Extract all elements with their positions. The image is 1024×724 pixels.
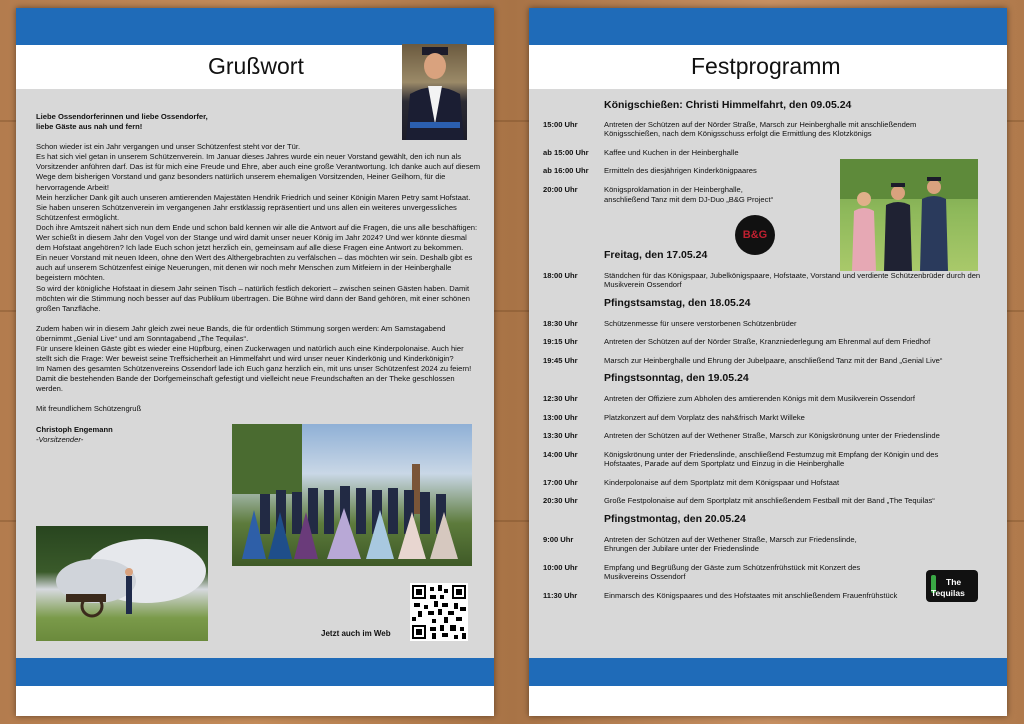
- day-heading: Königschießen: Christi Himmelfahrt, den 09.05.24: [604, 99, 852, 111]
- royal-couple-photo: [840, 159, 978, 271]
- program-event: [543, 337, 963, 347]
- the-tequilas-logo: [926, 570, 978, 602]
- event-time: 14:00 Uhr: [543, 449, 578, 459]
- event-time: 9:00 Uhr: [543, 534, 574, 544]
- program-event: [543, 431, 995, 441]
- letter-paragraph-1: Schon wieder ist ein Jahr vergangen und unser Schützenfest steht vor der Tür. Es hat sich viel getan in unserem Schützenverein. Im Januar dieses Jahres wurde ein neuer Vorstand gewählt, den ich nun als Vorsitzender anführen darf. Das ist für mich eine Freude und Ehre, aber auch eine große Verantwortung. Ich danke auch auf diesem Wege dem bisherigen Vorstand und ganz besonders natürlich unserem ehemaligen Vorsitzenden, Heiner Geilhorn, für die hervorragende Arbeit! Mein herzlicher Dank gilt auch unseren amtierenden Majestäten Hendrik Friedrich und seiner Königin Maren Petry samt Hofstaat. Sie haben unseren Schützenverein im vergangenen Jahr erstklassig repräsentiert und uns allen ein weiteres unvergessliches Schützenfest ermöglicht. Doch ihre Amtszeit nähert sich nun dem Ende und schon bald kennen wir alle die Antwort auf die Fragen, die uns alle beschäftigen: Wer schießt in diesem Jahr den Vogel von der Stange und wird damit unser neuer König im Jahr 2024? Und wer könnte diesmal dem Hofstaat angehören? Ich lade Euch schon jetzt herzlich ein, gemeinsam auf alle diese Fragen eine Antwort zu bekommen. Ein neuer Vorstand mit neuen Ideen, ohne den Wert des Althergebrachten zu verfälschen – das möchten wir sein. Deshalb gibt es auch auf unserem Schützenfest einige Neuerungen, mit denen wir noch mehr Menschen zum Mitfeiern in der Heinberghalle begeistern möchten. So wird der königliche Hofstaat in diesem Jahr seinen Tisch – natürlich festlich dekoriert – zwischen seinen Gästen haben. Damit möchten wir die Stimmung noch besser auf das Publikum übertragen. Die Bühne wird dann der Band gehören, mit einer schönen großen Tanzfläche.: [36, 142, 481, 313]
- bg-project-logo: [735, 215, 775, 255]
- event-description: Kaffee und Kuchen in der Heinberghalle: [604, 147, 739, 157]
- page-grusswort: [16, 8, 494, 716]
- event-description: Antreten der Offiziere zum Abholen des amtierenden Königs mit dem Musikverein Ossendorf: [604, 393, 915, 403]
- day-heading: Pfingstmontag, den 20.05.24: [604, 513, 746, 526]
- event-time: 20:30 Uhr: [543, 496, 578, 506]
- greeting: [36, 112, 481, 132]
- group-photo: [232, 424, 472, 566]
- event-time: 19:45 Uhr: [543, 355, 578, 365]
- greeting-line-2: liebe Gäste aus nah und fern!: [36, 122, 143, 132]
- program-event: [543, 413, 995, 423]
- program-event: [543, 496, 995, 506]
- event-time: 18:00 Uhr: [543, 270, 578, 280]
- program-event: [543, 319, 995, 329]
- letter-body: [36, 112, 481, 445]
- day-heading: Pfingstsonntag, den 19.05.24: [604, 372, 749, 385]
- event-time: 13:30 Uhr: [543, 431, 578, 441]
- event-description: Kinderpolonaise auf dem Sportplatz mit dem Königspaar und Hofstaat: [604, 477, 840, 487]
- cannon-photo: [36, 526, 208, 641]
- page-title: Festprogramm: [691, 53, 841, 79]
- footer-strip: [529, 686, 1007, 716]
- page-festprogramm: [529, 8, 1007, 716]
- event-time: 10:00 Uhr: [543, 562, 578, 572]
- program-event: [543, 356, 963, 366]
- letter-paragraph-2: Zudem haben wir in diesem Jahr gleich zwei neue Bands, die für ordentlich Stimmung sorgen werden: Am Samstagabend übernimmt „Genial Live“ und am Sonntagabend „The Tequilas“. Für unsere kleinen Gäste gibt es wieder eine Hüpfburg, einen Zuckerwagen und natürlich auch eine Kinderpolonaise. Auch hier stellt sich die Frage: Wer beweist seine Treffsicherheit an Himmelfahrt und wird unser neuer Kinderkönig und Kinderkönigin? Im Namen des gesamten Schützenvereins Ossendorf lade ich Euch ganz herzlich ein, mit uns unser Schützenfest 2024 zu feiern! Damit die bestehenden Bande der Dorfgemeinschaft gefestigt und vielleicht neue Freundschaften an der Theke geschlossen werden.: [36, 323, 472, 394]
- event-description: Königskrönung unter der Friedenslinde, anschließend Festumzug mit Empfang der Königin und des Hofstaates, Parade auf dem Sportplatz und Einzug in die Heinberghalle: [604, 449, 939, 469]
- event-description: Königsproklamation in der Heinberghalle, anschließend Tanz mit dem DJ-Duo „B&G Project“: [604, 184, 774, 204]
- day-heading: Pfingstsamstag, den 18.05.24: [604, 296, 751, 309]
- page-title: Grußwort: [208, 53, 304, 79]
- event-description: Schützenmesse für unsere verstorbenen Schützenbrüder: [604, 318, 797, 328]
- closing-line: Mit freundlichem Schützengruß: [36, 404, 142, 414]
- event-description: Platzkonzert auf dem Vorplatz des nah&frisch Markt Willeke: [604, 412, 805, 422]
- event-time: 13:00 Uhr: [543, 412, 578, 422]
- program-event: [543, 563, 903, 582]
- top-band: [16, 8, 494, 45]
- event-time: 20:00 Uhr: [543, 184, 578, 194]
- event-description: Große Festpolonaise auf dem Sportplatz mit anschließendem Festball mit der Band „The Tequilas“: [604, 496, 935, 506]
- program-event: [543, 478, 995, 488]
- event-time: 11:30 Uhr: [543, 591, 578, 601]
- program-event: [543, 394, 995, 404]
- event-description: Antreten der Schützen auf der Nörder Straße, Marsch zur Heinberghalle mit anschließendem Königsschießen, nach dem Königsschuss erfolgt die Ermittlung des Klotzkönigs: [604, 119, 917, 139]
- tequilas-logo-line-1: The: [946, 577, 962, 587]
- qr-code[interactable]: [410, 583, 468, 641]
- greeting-line-1: Liebe Ossendorferinnen und liebe Ossendorfer,: [36, 112, 208, 121]
- event-description: Ermitteln des diesjährigen Kinderkönigpaares: [604, 166, 757, 176]
- program-event: [543, 271, 995, 290]
- tequilas-logo-line-2: Tequilas: [931, 588, 965, 598]
- program-event: [543, 166, 843, 176]
- signature-role: -Vorsitzender-: [36, 434, 84, 444]
- event-description: Antreten der Schützen auf der Nörder Straße, Kranzniederlegung am Ehrenmal auf dem Friedhof: [604, 337, 931, 347]
- top-band: [529, 8, 1007, 45]
- event-description: Antreten der Schützen auf der Wethener Straße, Marsch zur Friedenslinde, Ehrungen der Jubilare unter der Friedenslinde: [604, 534, 857, 554]
- bottom-band: [16, 658, 494, 686]
- program-event: [543, 535, 903, 554]
- event-time: ab 16:00 Uhr: [543, 166, 589, 176]
- event-time: 17:00 Uhr: [543, 477, 578, 487]
- day-heading: Freitag, den 17.05.24: [604, 249, 708, 262]
- event-description: Ständchen für das Königspaar, Jubelkönigspaare, Hofstaate, Vorstand und verdiente Schützenbrüder durch den Musikverein Ossendorf: [604, 270, 981, 290]
- event-time: ab 15:00 Uhr: [543, 147, 589, 157]
- event-description: Antreten der Schützen auf der Wethener Straße, Marsch zur Königskrönung unter der Friedenslinde: [604, 431, 940, 441]
- signature-name: Christoph Engemann: [36, 424, 113, 434]
- event-description: Marsch zur Heinberghalle und Ehrung der Jubelpaare, anschließend Tanz mit der Band „Genial Live“: [604, 355, 943, 365]
- event-time: 18:30 Uhr: [543, 318, 578, 328]
- event-time: 12:30 Uhr: [543, 393, 578, 403]
- program-event: [543, 120, 963, 139]
- event-description: Einmarsch des Königspaares und des Hofstaates mit anschließendem Frauenfrühstück: [604, 591, 898, 601]
- event-time: 19:15 Uhr: [543, 337, 578, 347]
- web-label: Jetzt auch im Web: [321, 629, 391, 638]
- event-description: Empfang und Begrüßung der Gäste zum Schützenfrühstück mit Konzert des Musikvereins Ossendorf: [604, 562, 861, 582]
- program-event: [543, 185, 843, 204]
- program-event: [543, 450, 963, 469]
- bg-project-logo-text: B&G: [742, 229, 768, 241]
- footer-strip: [16, 686, 494, 716]
- bottom-band: [529, 658, 1007, 686]
- event-time: 15:00 Uhr: [543, 119, 578, 129]
- program-event: [543, 148, 843, 158]
